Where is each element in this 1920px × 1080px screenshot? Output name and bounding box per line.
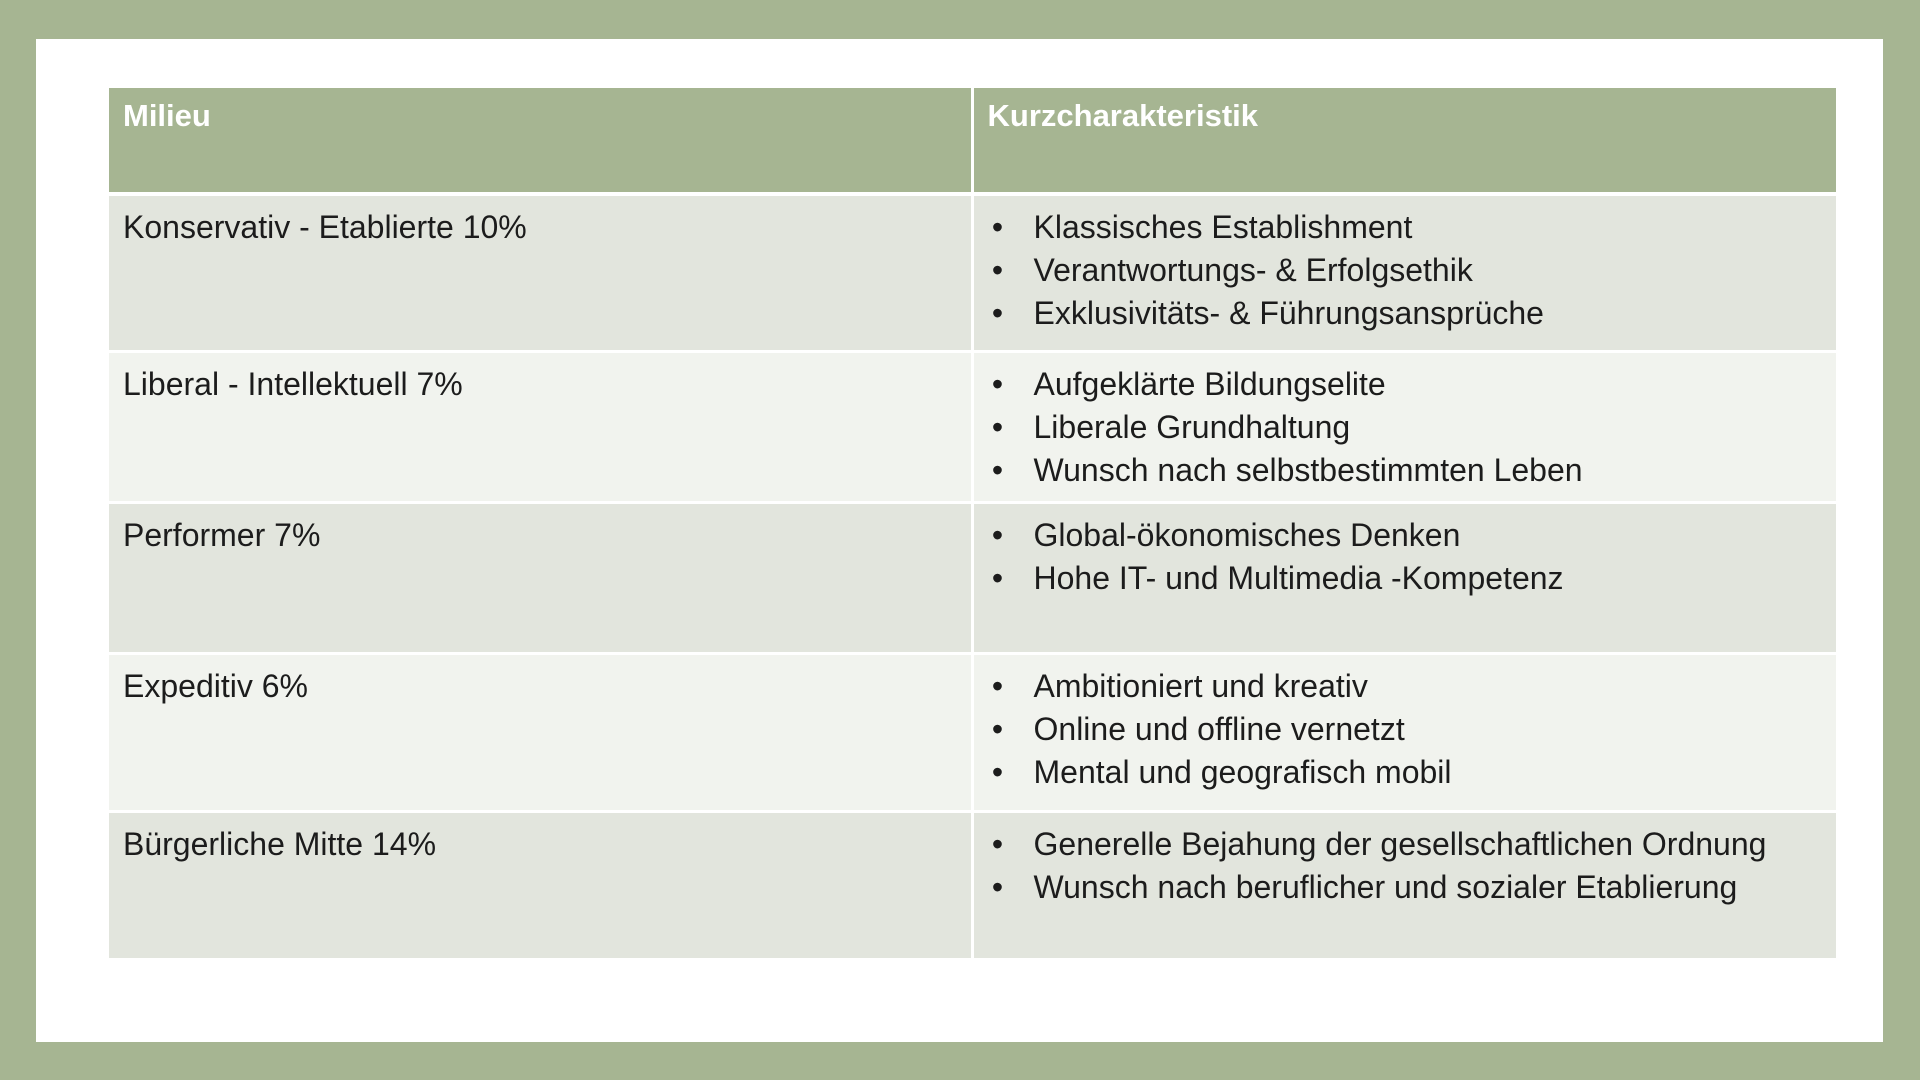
header-kurzcharakteristik [972,88,1836,194]
traits-list [974,196,1837,335]
milieu-label: Liberal - Intellektuell 7% [123,366,463,402]
list-item [974,866,1837,909]
table-row [109,503,1836,654]
list-item [974,557,1837,600]
slide [36,39,1883,1042]
header-milieu-label: Milieu [123,98,211,133]
list-item [974,514,1837,557]
milieu-cell [109,352,972,503]
bullet-icon: • [991,869,1004,905]
milieu-cell [109,654,972,812]
bullet-icon: • [991,517,1004,553]
table-header-row [109,88,1836,194]
list-item [974,363,1837,406]
traits-list [974,813,1837,909]
bullet-icon: • [991,711,1004,747]
trait-text: Online und offline vernetzt [1033,711,1405,747]
bullet-icon: • [991,366,1004,402]
trait-text: Liberale Grundhaltung [1033,409,1351,445]
trait-text: Aufgeklärte Bildungselite [1033,366,1386,402]
header-kurzcharakteristik-label: Kurzcharakteristik [987,98,1259,133]
list-item [974,665,1837,708]
list-item [974,751,1837,794]
table-row [109,352,1836,503]
milieu-cell [109,194,972,352]
list-item [974,406,1837,449]
trait-text: Generelle Bejahung der gesellschaftlichen Ordnung [1033,826,1767,862]
bullet-icon: • [991,754,1004,790]
milieu-cell [109,503,972,654]
traits-cell [972,194,1836,352]
bullet-icon: • [991,452,1004,488]
table-row [109,812,1836,960]
trait-text: Global-ökonomisches Denken [1033,517,1461,553]
milieu-label: Expeditiv 6% [123,668,308,704]
list-item [974,249,1837,292]
bullet-icon: • [991,409,1004,445]
trait-text: Verantwortungs- & Erfolgsethik [1033,252,1473,288]
bullet-icon: • [991,209,1004,245]
traits-cell [972,352,1836,503]
list-item [974,823,1837,866]
traits-cell [972,812,1836,960]
bullet-icon: • [991,252,1004,288]
bullet-icon: • [991,295,1004,331]
trait-text: Klassisches Establishment [1033,209,1413,245]
milieu-table [109,88,1836,961]
list-item [974,206,1837,249]
milieu-label: Performer 7% [123,517,321,553]
bullet-icon: • [991,668,1004,704]
milieu-cell [109,812,972,960]
milieu-label: Bürgerliche Mitte 14% [123,826,437,862]
trait-text: Hohe IT- und Multimedia -Kompetenz [1033,560,1564,596]
header-milieu [109,88,972,194]
list-item [974,708,1837,751]
traits-cell [972,654,1836,812]
bullet-icon: • [991,826,1004,862]
bullet-icon: • [991,560,1004,596]
traits-list [974,655,1837,794]
trait-text: Exklusivitäts- & Führungsansprüche [1033,295,1544,331]
milieu-label: Konservativ - Etablierte 10% [123,209,527,245]
list-item [974,449,1837,492]
table-row [109,194,1836,352]
traits-cell [972,503,1836,654]
table-row [109,654,1836,812]
trait-text: Ambitioniert und kreativ [1033,668,1368,704]
trait-text: Wunsch nach selbstbestimmten Leben [1033,452,1583,488]
list-item [974,292,1837,335]
trait-text: Mental und geografisch mobil [1033,754,1452,790]
trait-text: Wunsch nach beruflicher und sozialer Etablierung [1033,869,1738,905]
traits-list [974,353,1837,492]
traits-list [974,504,1837,600]
